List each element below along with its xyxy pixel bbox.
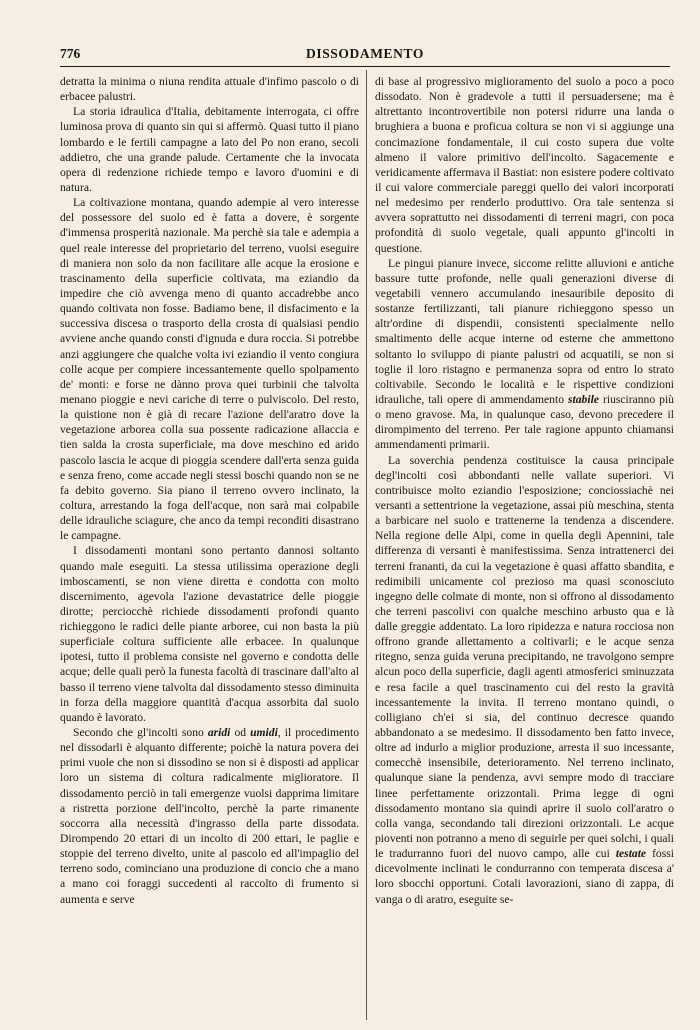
paragraph: La coltivazione montana, quando adempie al vero interesse del possessore del suolo ed è fatta a dovere, è sorgente d'immensa prosperità nazionale. Ma perchè sia tale e adempia a quel reale interesse del proprietario del terreno, vuolsi eseguire di maniera non solo da non facilitare alle acque la erosione e trascinamento della superficie coltivata, ma eziandio da impedire che ciò avvenga meno di quanto accadrebbe anco quando coltivata non fosse. Badiamo bene, il disfacimento e la successiva discesa o trasporto della crosta di qualsiasi pendio avviene anche quando consti d'ignuda e dura roccia. Si potrebbe anzi aggiungere che qualche volta ivi eziandio il vento congiura colle acque per compiere incessantemente quello spolpamento de' monti: e forse ne dànno prova quei turbinii che talvolta menano pioggie e nevi cariche di terre o pulviscolo. Del resto, la quistione non è già di recare l'azione dell'aratro dove la vegetazione arborea colla sua possente radicazione allaccia e tien salda la crosta superficiale, ma dove meschino ed arido pascolo lascia le acque di pioggia scendere dall'erta senza guida e senza freno, come accade negli stessi boschi quando non se ne fa debito governo. Sia piano il terreno ovvero inclinato, la coltura, arrestando la foga dell'acque, non sarà mai colpabile delle idrauliche sciagure, che anco da tempi reconditi disastrano le campagne. <box>60 196 359 543</box>
column-divider <box>366 70 367 1020</box>
text-run: Le pingui pianure invece, siccome relitte alluvioni e antiche bassure tutte profonde, nelle quali generazioni diverse di vegetabili vennero accumulando inesauribile deposito di sostanze fertilizzanti, tali pianure richieggono spesso un altr'ordine di dispendii, consistenti specialmente nello smaltimento delle acque interne od esterne che ammettono soltanto lo sviluppo di piante palustri od acquatili, se non si toglie il loro ristagno e permanenza sopra od entro lo strato coltivabile. Secondo le località e le rispettive condizioni idrauliche, tali opere di ammendamento <box>375 256 674 406</box>
paragraph: I dissodamenti montani sono pertanto dannosi soltanto quando male eseguiti. La stessa utilissima operazione degli imboscamenti, se non viene diretta e condotta con molto discernimento, agevola l'azione devastatrice delle pioggie dirotte; perciocchè richiede dissodamenti profondi quanto richieggono le radici delle piante arboree, cui non basta la più superficiale coltura sufficiente alle erbacee. In qualunque ipotesi, tutto il problema consiste nel governo e condotta delle acque; delle quali però la funesta facoltà di trascinare dall'alto al basso il terreno viene talvolta dal dissodamento stesso diminuita in forza della maggiore quantità d'acqua assorbita dal suolo quando è lavorato. <box>60 544 359 724</box>
text-run: , il procedimento nel dissodarli è alquanto differente; poichè la natura povera dei primi vuole che non si dissodino se non si è disposti ad applicar loro un sistema di coltura radicalmente miglioratore. Il dissodamento perciò in tali emergenze vuolsi dapprima limitare a ristretta porzione dell'incolto, perchè la parte rimanente soccorra alla necessità d'ingrasso della parte dissodata. Dirompendo 20 ettari di un incolto di 200 ettari, le paglie e stoppie del terreno divelto, unite al pascolo ed all'impaglio del terreno sodo, cominciano una produzione di concio che a mano a mano coi foraggi succedenti al raccolto di frumento si aumenta e serve <box>60 726 359 906</box>
text-run: od <box>230 726 251 740</box>
page-number: 776 <box>60 46 81 61</box>
paragraph <box>60 725 359 907</box>
header-rule <box>60 66 670 67</box>
paragraph: di base al progressivo miglioramento del suolo a poco a poco dissodato. Non è gradevole a tutti il persuadersene; ma è altrettanto incontrovertibile non potersi ridurre una landa o brughiera a buona e proficua coltura se non vi si aggiunge una concimazione fondamentale, il cui costo supera due volte almeno il valore primitivo dell'incolto. Sagacemente e veridicamente affermava il Bastiat: non esistere podere coltivato il cui valore commerciale pareggi quello dei valori incorporati nel medesimo per renderlo produttivo. Ora tale sentenza si avvera soprattutto nei dissodamenti di terreni magri, con poca profondità di suolo vegetale, quali appunto gl'incolti in questione. <box>375 75 674 255</box>
text-run: La soverchia pendenza costituisce la causa principale degl'incolti così abbondanti nelle vallate superiori. Vi contribuisce molto eziandio l'esposizione; conciossiachè nei versanti a settentrione la vegetazione, assai più meschina, stenta a barbicare nel suolo e trattenerne la tendenza a discendere. Nella regione delle Alpi, come in quella degli Apennini, tale differenza di versanti è manifestissima. Senza intrattenerci dei terreni frananti, da cui la vegetazione è quasi affatto sbandita, e redimibili unicamente col prezioso ma quasi sconosciuto ingegno delle colmate di monte, non si offrono al dissodamento che terreni pascolivi con qualche meschino arbusto qua e là dalle greggie addentato. La loro ripidezza e natura rocciosa non offrono grande allettamento a coltivarli; e le acque senza ritegno, senza guida veruna precipitando, ne travolgono sempre alcun poco della superficie, dagli agenti atmosferici sminuzzata e resa facile a quel trascinamento cui del resto la gravità incessantemente la invita. Il terreno montano quindi, o colligiano ch'ei si sia, del continuo decresce quando abbandonato a se medesimo. Il dissodamento ben fatto invece, oltre ad indurlo a miglior produzione, arresta il suo incessante, comecchè insensibile, deterioramento. Nel terreno inclinato, qualunque siane la pendenza, avvi sempre modo di tracciare linee perfettamente orizzontali. Prima legge di ogni dissodamento montano sia quindi aprire il suolo coll'aratro o colla vanga, secondando tali direzioni orizzontali. Le acque pioventi non potranno a meno di seguirle per quei solchi, i quali le tradurranno fuori del nuovo campo, alle cui <box>375 453 674 861</box>
paragraph <box>375 256 674 453</box>
text-run: Secondo che gl'incolti sono <box>73 726 208 740</box>
emphasis: umidi <box>250 726 278 740</box>
emphasis: aridi <box>207 726 231 740</box>
paragraph: detratta la minima o niuna rendita attuale d'infimo pascolo o di erbacee palustri. <box>60 75 359 104</box>
emphasis: stabile <box>568 392 599 406</box>
right-column <box>375 74 674 907</box>
page-header <box>60 46 670 66</box>
text-run: fossi dicevolmente inclinati le condurranno con temperata discesa a' loro sbocchi opportuni. Cotali lavorazioni, siano di zappa, di vanga o di aratro, eseguite se- <box>375 847 674 906</box>
paragraph <box>375 453 674 907</box>
paragraph: La storia idraulica d'Italia, debitamente interrogata, ci offre luminosa prova di quanto sin qui si affermò. Quasi tutto il piano lombardo e le fertili campagne a lato del Po non erano, secoli addietro, che una grande palude. Certamente che la invocata opera di redenzione richiede tempo e lavoro d'uomini e di natura. <box>60 105 359 194</box>
running-title: DISSODAMENTO <box>306 46 424 61</box>
left-column <box>60 74 359 907</box>
text-run: riusciranno più o meno gravose. Ma, in qualunque caso, devono precedere il dirompimento del terreno. Per tale ragione appunto chiamansi ammendamenti primarii. <box>375 392 674 452</box>
emphasis: testate <box>615 847 647 861</box>
